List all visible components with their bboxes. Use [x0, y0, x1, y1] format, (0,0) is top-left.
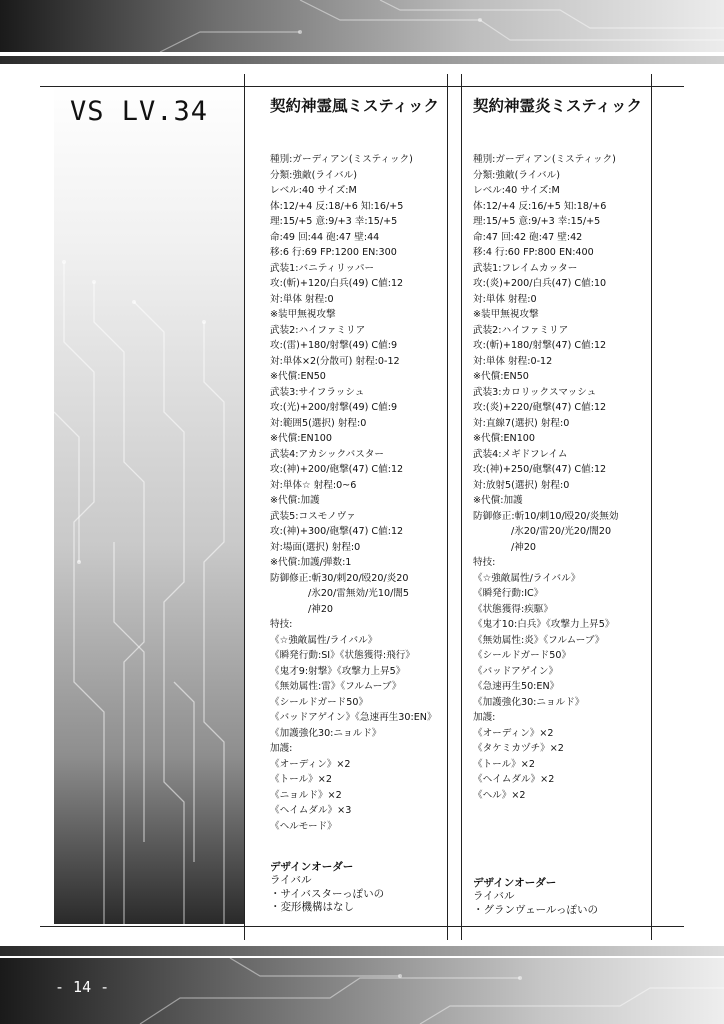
stat-line: 対:単体☆ 射程:0~6	[270, 479, 357, 491]
stat-line: 特技:	[270, 619, 293, 630]
footer-stripe	[0, 946, 724, 956]
design-order-line: ・サイバスターっぽいの	[270, 887, 385, 900]
stat-line: 防御修正:斬30/刺20/殴20/炎20	[270, 572, 409, 584]
stat-line: 《バッドアゲイン》《急速再生30:EN》	[270, 712, 437, 723]
stat-line: 《加護強化30:ニョルド》	[270, 727, 382, 739]
stat-line: 攻:(神)+250/砲撃(47) C値:12	[473, 464, 607, 475]
design-order-title: デザインオーダー	[270, 861, 354, 873]
enemy-column-2	[473, 94, 663, 803]
enemy-column-1	[270, 94, 460, 834]
stat-line: 加護:	[270, 743, 293, 754]
stat-line: 武装2:ハイファミリア	[473, 324, 569, 336]
stat-line: 防御修正:斬10/刺10/殴20/炎無効	[473, 510, 619, 522]
stat-line: 対:範囲5(選択) 射程:0	[270, 417, 367, 429]
title-panel	[54, 82, 244, 924]
stat-line: 《タケミカヅチ》×2	[473, 743, 564, 754]
stat-line: 種別:ガーディアン(ミスティック)	[270, 154, 413, 165]
design-order-line: ・グランヴェールっぽいの	[473, 903, 599, 916]
stat-line: 分類:強敵(ライバル)	[270, 169, 357, 181]
stat-line: 《シールドガード50》	[473, 650, 572, 661]
stat-line: 対:単体×2(分散可) 射程:0-12	[270, 355, 400, 367]
design-order-1	[270, 860, 460, 915]
stat-line: 武装4:アカシックバスター	[270, 448, 385, 460]
stat-line: 理:15/+5 意:9/+3 幸:15/+5	[270, 216, 398, 227]
stat-line: レベル:40 サイズ:M	[270, 185, 357, 196]
stat-line: 攻:(神)+300/砲撃(47) C値:12	[270, 526, 404, 537]
stat-line: 移:6 行:69 FP:1200 EN:300	[270, 247, 397, 258]
stat-line: /神20	[511, 541, 537, 553]
stat-line: /氷20/雷20/光20/闇20	[511, 526, 612, 537]
stat-line: ※代償:EN100	[473, 433, 536, 444]
stat-line: 分類:強敵(ライバル)	[473, 169, 560, 181]
stat-line: 攻:(雷)+180/射撃(49) C値:9	[270, 340, 398, 351]
stat-line: 武装4:メギドフレイム	[473, 448, 568, 460]
stat-line: 体:12/+4 反:16/+5 知:18/+6	[473, 200, 607, 212]
stat-line: 武装5:コスモノヴァ	[270, 510, 356, 522]
stat-line: 《ニョルド》×2	[270, 789, 342, 801]
stat-line: 《シールドガード50》	[270, 696, 369, 708]
stat-line: 《ヘル》×2	[473, 789, 526, 801]
stat-line: ※代償:EN50	[473, 371, 529, 382]
header-band	[0, 0, 724, 52]
stat-line: 《ヘルモード》	[270, 820, 337, 832]
stat-line: 《状態獲得:疾駆》	[473, 603, 553, 615]
stat-line: 攻:(炎)+200/白兵(47) C値:10	[473, 278, 607, 289]
stat-line: 対:場面(選択) 射程:0	[270, 541, 361, 553]
enemy-name: 契約神霊炎ミスティック	[473, 97, 642, 115]
stat-line: レベル:40 サイズ:M	[473, 185, 560, 196]
stat-block	[473, 152, 663, 803]
stat-line: ※代償:EN100	[270, 433, 333, 444]
stat-line: 武装1:バニティリッパー	[270, 262, 375, 274]
stat-line: /氷20/雷無効/光10/闇5	[308, 588, 410, 599]
stat-line: ※代償:加護	[270, 495, 320, 506]
stat-line: 武装3:サイフラッシュ	[270, 386, 365, 398]
design-order-line: ライバル	[473, 890, 515, 902]
stat-line: ※装甲無視攻撃	[270, 309, 336, 320]
stat-line: 《トール》×2	[473, 758, 535, 770]
stat-line: 《無効属性:雷》《フルムーブ》	[270, 681, 402, 692]
circuit-pattern-left	[54, 82, 244, 924]
stat-line: 《トール》×2	[270, 774, 332, 785]
stat-line: 武装2:ハイファミリア	[270, 324, 366, 336]
stat-line: 体:12/+4 反:18/+6 知:16/+5	[270, 200, 404, 212]
stat-line: 攻:(斬)+180/射撃(47) C値:12	[473, 340, 607, 351]
stat-line: 対:単体 射程:0	[473, 293, 537, 305]
stat-line: 《バッドアゲイン》	[473, 665, 559, 677]
stat-line: 武装1:フレイムカッター	[473, 262, 578, 274]
design-order-2	[473, 876, 663, 917]
page-number: - 14 -	[55, 978, 110, 996]
stat-line: 攻:(光)+200/射撃(49) C値:9	[270, 402, 398, 413]
stat-line: 攻:(神)+200/砲撃(47) C値:12	[270, 464, 404, 475]
stat-line: 《☆強敵属性/ライバル》	[473, 572, 581, 584]
stat-line: 攻:(炎)+220/砲撃(47) C値:12	[473, 402, 607, 413]
stat-line: 命:49 回:44 砲:47 壁:44	[270, 231, 380, 243]
stat-line: 武装3:カロリックスマッシュ	[473, 386, 597, 398]
frame-bottom-line	[40, 926, 684, 927]
stat-line: 理:15/+5 意:9/+3 幸:15/+5	[473, 216, 601, 227]
stat-line: 移:4 行:60 FP:800 EN:400	[473, 247, 594, 258]
stat-line: 特技:	[473, 557, 496, 568]
stat-line: /神20	[308, 603, 334, 615]
circuit-pattern-top	[0, 0, 724, 52]
column-divider-3	[461, 74, 462, 940]
stat-line: 種別:ガーディアン(ミスティック)	[473, 154, 616, 165]
header-stripe	[0, 56, 724, 64]
stat-line: 対:単体 射程:0	[270, 293, 334, 305]
stat-line: ※代償:加護	[473, 495, 523, 506]
stat-line: 《無効属性:炎》《フルムーブ》	[473, 634, 605, 646]
design-order-line: ライバル	[270, 874, 312, 886]
stat-line: ※装甲無視攻撃	[473, 309, 539, 320]
stat-line: 《ヘイムダル》×2	[473, 774, 555, 785]
stat-line: 命:47 回:42 砲:47 壁:42	[473, 231, 583, 243]
stat-line: ※代償:EN50	[270, 371, 326, 382]
stat-line: 《加護強化30:ニョルド》	[473, 696, 585, 708]
stat-line: 加護:	[473, 712, 496, 723]
stat-block	[270, 152, 460, 834]
design-order-title: デザインオーダー	[473, 877, 557, 889]
design-order-line: ・変形機構はなし	[270, 901, 354, 913]
stat-line: 《オーディン》×2	[270, 758, 351, 770]
stat-line: 対:単体 射程:0-12	[473, 355, 553, 367]
stat-line: 対:直線7(選択) 射程:0	[473, 417, 570, 429]
stat-line: 《ヘイムダル》×3	[270, 805, 352, 816]
stat-line: 《オーディン》×2	[473, 727, 554, 739]
stat-line: 《急速再生50:EN》	[473, 681, 560, 692]
enemy-name: 契約神霊風ミスティック	[270, 97, 439, 115]
stat-line: 《瞬発行動:SI》《状態獲得:飛行》	[270, 650, 415, 661]
stat-line: ※代償:加護/弾数:1	[270, 557, 352, 568]
stat-line: 対:放射5(選択) 射程:0	[473, 479, 570, 491]
stat-line: 《☆強敵属性/ライバル》	[270, 634, 378, 646]
column-divider-1	[244, 74, 245, 940]
stat-line: 《鬼才9:射撃》《攻撃力上昇5》	[270, 665, 406, 677]
stat-line: 《瞬発行動:IC》	[473, 588, 544, 599]
frame-top-line	[40, 86, 684, 87]
stat-line: 《鬼才10:白兵》《攻撃力上昇5》	[473, 619, 615, 630]
page-title: VS LV.34	[70, 96, 209, 127]
stat-line: 攻:(斬)+120/白兵(49) C値:12	[270, 278, 404, 289]
